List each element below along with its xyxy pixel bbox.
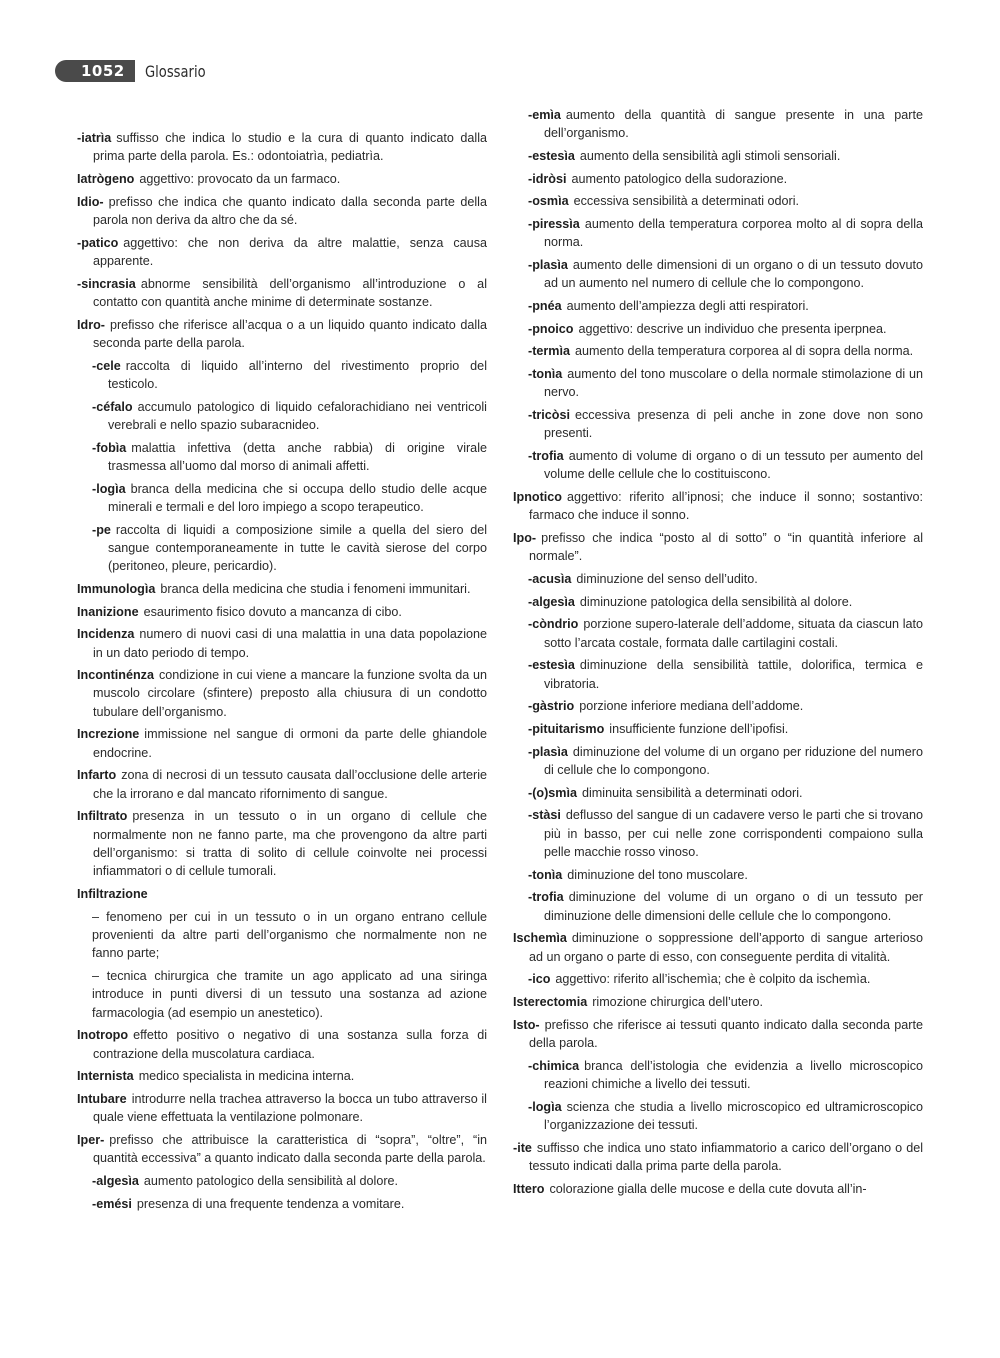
entry-definition: aggettivo: riferito all’ischemìa; che è colpito da ischemìa.	[555, 972, 871, 987]
glossary-entry	[513, 147, 923, 165]
glossary-entry	[513, 1016, 923, 1053]
entry-term: -osmìa	[528, 194, 569, 209]
glossary-entry	[77, 625, 487, 662]
entry-term: -còndrio	[528, 617, 579, 632]
glossary-entry	[513, 447, 923, 484]
entry-term: Internista	[77, 1069, 134, 1084]
entry-definition: branca dell’istologia che evidenzia a livello microscopico reazioni chimiche a livello dei tessuti.	[544, 1058, 923, 1091]
entry-definition: diminuzione o soppressione dell’apporto di sangue arterioso ad un organo o parte di esso, con conseguente perdita di vitalità.	[529, 931, 923, 964]
entry-definition: eccessiva presenza di peli anche in zone dove non sono presenti.	[544, 408, 923, 441]
entry-term: Incidenza	[77, 627, 135, 642]
glossary-entry	[513, 297, 923, 315]
entry-term: -cele	[92, 358, 121, 373]
entry-definition: branca della medicina che si occupa dello studio delle acque minerali e termali e del loro impiego a scopo terapeutico.	[108, 481, 487, 514]
glossary-entry	[513, 970, 923, 988]
entry-definition: aumento patologico della sudorazione.	[571, 171, 788, 186]
entry-term: -estesìa	[528, 148, 575, 163]
entry-term: -trofia	[528, 890, 564, 905]
entry-definition: aumento della temperatura corporea molto al di sopra della norma.	[544, 217, 923, 250]
entry-definition: branca della medicina che studia i fenomeni immunitari.	[160, 581, 471, 596]
glossary-entry	[513, 806, 923, 861]
glossary-entry	[513, 320, 923, 338]
glossary-entry	[77, 725, 487, 762]
entry-term: -idròsi	[528, 171, 567, 186]
entry-definition: numero di nuovi casi di una malattia in una data popolazione in un dato periodo di tempo.	[93, 627, 487, 660]
entry-term: Increzione	[77, 727, 140, 742]
glossary-entry	[513, 1180, 923, 1198]
glossary-entry	[513, 888, 923, 925]
glossary-entry	[77, 170, 487, 188]
entry-term: -ico	[528, 972, 551, 987]
glossary-entry	[513, 342, 923, 360]
entry-definition: aumento di volume di organo o di un tessuto per aumento del volume delle cellule che lo costituiscono.	[544, 449, 923, 482]
entry-term: -chimica	[528, 1058, 580, 1073]
entry-term: Ischemìa	[513, 931, 567, 946]
entry-term: -piressìa	[528, 217, 580, 232]
entry-definition: eccessiva sensibilità a determinati odori.	[573, 194, 799, 209]
glossary-entry	[77, 521, 487, 576]
glossary-entry	[77, 807, 487, 880]
entry-definition: prefisso che indica “posto al di sotto” o “in quantità inferiore al normale”.	[529, 531, 923, 564]
glossary-entry	[513, 570, 923, 588]
entry-definition: aumento del tono muscolare o della normale stimolazione di un nervo.	[544, 367, 923, 400]
glossary-entry	[513, 720, 923, 738]
entry-definition: scienza che studia a livello microscopico ed ultramicroscopico l’organizzazione dei tessuti.	[544, 1099, 923, 1132]
entry-definition: immissione nel sangue di ormoni da parte delle ghiandole endocrine.	[93, 727, 487, 760]
glossary-entry	[513, 929, 923, 966]
entry-term: -emési	[92, 1196, 132, 1211]
glossary-entry	[77, 1090, 487, 1127]
glossary-entry	[513, 656, 923, 693]
glossary-entry	[77, 480, 487, 517]
glossary-entry	[513, 697, 923, 715]
glossary-column-left	[77, 129, 487, 1217]
glossary-entry	[513, 192, 923, 210]
glossary-entry	[77, 1131, 487, 1168]
glossary-entry	[77, 885, 487, 903]
entry-definition: porzione inferiore mediana dell’addome.	[579, 699, 804, 714]
entry-definition: presenza di una frequente tendenza a vomitare.	[136, 1196, 405, 1211]
entry-term: Infiltrato	[77, 809, 128, 824]
glossary-entry	[77, 580, 487, 598]
glossary-entry	[77, 1026, 487, 1063]
entry-definition: – tecnica chirurgica che tramite un ago applicato ad una siringa introduce in punti diversi di un tessuto una sostanza ad azione farmacologia (ad esempio un anestetico).	[92, 968, 487, 1020]
glossary-entry	[513, 170, 923, 188]
glossary-entry	[513, 1139, 923, 1176]
glossary-entry	[77, 316, 487, 353]
entry-term: Immunologìa	[77, 581, 156, 596]
glossary-entry	[513, 365, 923, 402]
entry-definition: insufficiente funzione dell’ipofisi.	[609, 722, 789, 737]
glossary-column-right	[513, 106, 923, 1202]
glossary-entry	[513, 593, 923, 611]
entry-definition: diminuita sensibilità a determinati odori.	[581, 785, 803, 800]
entry-term: -pe	[92, 522, 111, 537]
entry-definition: diminuzione del tono muscolare.	[567, 867, 748, 882]
entry-term: -tonìa	[528, 367, 563, 382]
entry-term: -pnoico	[528, 321, 574, 336]
entry-term: -tricòsi	[528, 408, 570, 423]
entry-definition: introdurre nella trachea attraverso la bocca un tubo attraverso il quale viene effettuata la ventilazione polmonare.	[93, 1091, 487, 1125]
entry-definition: aumento della quantità di sangue presente in una parte dell’organismo.	[544, 108, 923, 141]
glossary-entry	[77, 1067, 487, 1085]
entry-term: -stàsi	[528, 808, 561, 823]
entry-definition: aumento delle dimensioni di un organo o di un tessuto dovuto ad un aumento nel numero di cellule che lo compongono.	[544, 258, 923, 291]
entry-term: Intubare	[77, 1091, 127, 1106]
entry-definition: aumento patologico della sensibilità al dolore.	[143, 1173, 399, 1188]
entry-term: Ittero	[513, 1181, 545, 1196]
entry-definition: diminuzione del volume di un organo per riduzione del numero di cellule che lo compongono.	[544, 744, 923, 778]
entry-term: -plasìa	[528, 744, 568, 759]
glossary-entry	[513, 106, 923, 143]
entry-definition: aumento della sensibilità agli stimoli sensoriali.	[579, 148, 841, 163]
glossary-entry	[513, 488, 923, 525]
entry-term: -céfalo	[92, 399, 133, 414]
entry-term: -trofia	[528, 449, 564, 464]
entry-term: -termìa	[528, 344, 570, 359]
entry-term: -iatrìa	[77, 131, 112, 145]
entry-definition: diminuzione del senso dell’udito.	[576, 572, 758, 586]
glossary-entry	[513, 406, 923, 443]
glossary-definition-item	[77, 908, 487, 963]
glossary-entry	[77, 439, 487, 476]
entry-definition: diminuzione della sensibilità tattile, dolorifica, termica e vibratoria.	[544, 658, 923, 691]
entry-term: Ipnotico	[513, 490, 562, 505]
entry-term: -tonìa	[528, 867, 563, 882]
entry-term: -pituitarismo	[528, 722, 605, 737]
entry-term: -patico	[77, 235, 119, 250]
entry-definition: diminuzione del volume di un organo o di un tessuto per diminuzione delle dimensioni delle cellule che lo compongono.	[544, 890, 923, 923]
entry-definition: colorazione gialla delle mucose e della cute dovuta all’in-	[549, 1181, 867, 1196]
entry-definition: zona di necrosi di un tessuto causata dall’occlusione delle arterie che la irrorano e dal mancato rifornimento di sangue.	[93, 768, 487, 801]
entry-definition: rimozione chirurgica dell’utero.	[592, 995, 763, 1010]
entry-term: Inotropo	[77, 1028, 129, 1043]
entry-term: Iper-	[77, 1132, 105, 1147]
entry-term: -gàstrio	[528, 699, 575, 714]
glossary-entry	[513, 215, 923, 252]
entry-term: -pnéa	[528, 299, 562, 314]
entry-definition: condizione in cui viene a mancare la funzione svolta da un muscolo circolare (sfintere) preposto alla chiusura di un condotto tubulare dell’organismo.	[93, 668, 487, 719]
entry-term: Infiltrazione	[77, 887, 148, 902]
glossary-entry	[77, 234, 487, 271]
entry-definition: aumento della temperatura corporea al di sopra della norma.	[575, 344, 914, 359]
glossary-entry	[77, 357, 487, 394]
entry-definition: raccolta di liquido all’interno del rivestimento proprio del testicolo.	[108, 358, 487, 391]
entry-term: Inanizione	[77, 604, 139, 619]
glossary-entry	[77, 1172, 487, 1190]
glossary-entry	[77, 398, 487, 435]
entry-term: Iatrògeno	[77, 171, 135, 186]
entry-definition: aumento dell’ampiezza degli atti respiratori.	[566, 299, 809, 314]
glossary-entry	[513, 784, 923, 802]
glossary-entry	[513, 743, 923, 780]
entry-definition: prefisso che attribuisce la caratteristica di “sopra”, “oltre”, “in quantità eccessiva” a quanto indicato dalla seconda parte della parola.	[93, 1132, 487, 1166]
glossary-entry	[77, 275, 487, 312]
entry-definition: aggettivo: descrive un individuo che presenta iperpnea.	[578, 321, 887, 336]
entry-term: -logìa	[528, 1099, 562, 1114]
entry-term: -ite	[513, 1140, 532, 1155]
entry-definition: porzione supero-laterale dell’addome, situata da ciascun lato sotto l’arcata costale, formata dalle cartilagini costali.	[544, 617, 923, 650]
page-header	[55, 60, 219, 82]
entry-definition: aggettivo: che non deriva da altre malattie, senza causa apparente.	[93, 235, 487, 268]
page-number: 1052	[55, 60, 135, 82]
entry-term: Infarto	[77, 768, 117, 783]
entry-term: -algesìa	[528, 594, 575, 609]
entry-term: -estesìa	[528, 658, 575, 673]
entry-definition: – fenomeno per cui in un tessuto o in un organo entrano cellule provenienti da altre parti dell’organismo che normalmente non ne fanno parte;	[92, 909, 487, 961]
entry-definition: diminuzione patologica della sensibilità al dolore.	[579, 594, 853, 609]
entry-definition: malattia infettiva (detta anche rabbia) di origine virale trasmessa all’uomo dal morso di animali affetti.	[108, 440, 487, 473]
entry-definition: suffisso che indica lo studio e la cura di quanto indicato dalla prima parte della parola. Es.: odontoiatrìa, pediatrìa.	[93, 131, 487, 164]
entry-definition: aggettivo: provocato da un farmaco.	[139, 171, 341, 186]
entry-term: -sincrasia	[77, 276, 136, 291]
entry-term: -algesìa	[92, 1173, 139, 1188]
entry-definition: raccolta di liquidi a composizione simile a quella del siero del sangue contemporaneamente in tutte le cavità sierose del corpo (peritoneo, pleure, pericardio).	[108, 522, 487, 574]
glossary-entry	[77, 193, 487, 230]
glossary-entry	[513, 866, 923, 884]
entry-definition: medico specialista in medicina interna.	[138, 1069, 355, 1084]
glossary-entry	[77, 603, 487, 621]
entry-definition: deflusso del sangue di un cadavere verso le parti che si trovano più in basso, per cui nelle zone corrispondenti compaiono sulla pelle macchie rosso vinoso.	[544, 808, 923, 859]
glossary-entry	[77, 666, 487, 721]
entry-term: Isto-	[513, 1017, 540, 1032]
entry-term: -fobìa	[92, 440, 127, 455]
entry-term: -acusìa	[528, 572, 572, 586]
entry-term: -plasìa	[528, 258, 568, 273]
section-title: Glossario	[144, 61, 206, 81]
glossary-entry	[513, 529, 923, 566]
glossary-entry	[77, 766, 487, 803]
entry-definition: presenza in un tessuto o in un organo di cellule che normalmente non ne fanno parte, ma che provengono da altre parti dell’organismo: si tratta di solito di cellule coinvolte nei processi infiammatori o di cellule tumorali.	[93, 809, 487, 879]
glossary-entry	[513, 1098, 923, 1135]
entry-definition: aggettivo: riferito all’ipnosi; che induce il sonno; sostantivo: farmaco che induce il sonno.	[529, 490, 923, 523]
entry-term: Isterectomia	[513, 995, 588, 1010]
entry-definition: accumulo patologico di liquido cefalorachidiano nei ventricoli verebrali e nello spazio subaracnideo.	[108, 399, 487, 432]
entry-term: Incontinénza	[77, 668, 154, 683]
entry-term: -emìa	[528, 108, 561, 122]
entry-definition: prefisso che riferisce all’acqua o a un liquido quanto indicato dalla seconda parte della parola.	[93, 317, 487, 350]
glossary-entry	[77, 1195, 487, 1213]
glossary-entry	[513, 1057, 923, 1094]
entry-term: -logìa	[92, 481, 126, 496]
entry-definition: abnorme sensibilità dell’organismo all’introduzione o al contatto con quantità anche minime di determinate sostanze.	[93, 276, 487, 309]
entry-term: Idio-	[77, 194, 104, 209]
entry-definition: suffisso che indica uno stato infiammatorio a carico dell’organo o del tessuto indicati dalla prima parte della parola.	[529, 1140, 923, 1173]
glossary-entry	[513, 256, 923, 293]
entry-definition: prefisso che indica che quanto indicato dalla seconda parte della parola non deriva da altro che da sé.	[93, 194, 487, 227]
entry-definition: esaurimento fisico dovuto a mancanza di cibo.	[143, 604, 402, 619]
entry-term: Ipo-	[513, 531, 537, 546]
entry-term: Idro-	[77, 317, 105, 332]
glossary-entry	[513, 615, 923, 652]
entry-definition: effetto positivo o negativo di una sostanza sulla forza di contrazione della muscolatura cardiaca.	[93, 1028, 487, 1061]
glossary-entry	[77, 129, 487, 166]
glossary-definition-item	[77, 967, 487, 1022]
entry-term: -(o)smìa	[528, 785, 577, 800]
entry-definition: prefisso che riferisce ai tessuti quanto indicato dalla seconda parte della parola.	[529, 1017, 923, 1050]
glossary-entry	[513, 993, 923, 1011]
